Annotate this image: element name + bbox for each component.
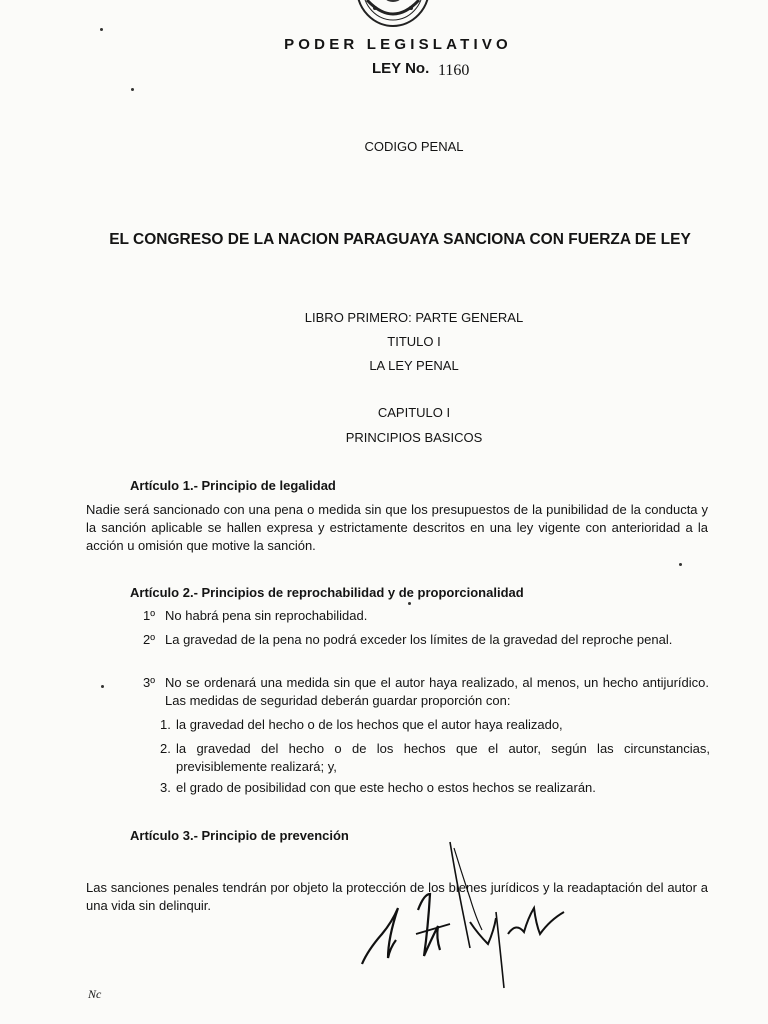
chapter-name: PRINCIPIOS BASICOS	[345, 430, 483, 445]
book-heading: LIBRO PRIMERO: PARTE GENERAL	[304, 310, 524, 325]
item-text: No se ordenará una medida sin que el autor haya realizado, al menos, un hecho antijurídico. Las medidas de seguridad deberán guardar proporción con:	[165, 675, 709, 708]
item-number: 1º	[143, 608, 155, 623]
article-3-text: Las sanciones penales tendrán por objeto la protección de los bienes jurídicos y la readaptación del autor a una vida sin delinquir.	[86, 880, 708, 913]
item-number: 2º	[143, 632, 155, 647]
decree-statement: EL CONGRESO DE LA NACION PARAGUAYA SANCIONA CON FUERZA DE LEY	[109, 231, 691, 248]
scan-speck	[408, 602, 411, 605]
handwritten-signature	[358, 838, 598, 998]
subitem-number: 1.	[160, 717, 171, 732]
institution-heading: PODER LEGISLATIVO	[284, 36, 512, 53]
item-number: 3º	[143, 675, 155, 690]
law-label: LEY No.	[372, 60, 430, 77]
code-title: CODIGO PENAL	[364, 139, 464, 154]
subitem-number: 3.	[160, 780, 171, 795]
footer-mark: Nc	[88, 987, 102, 1001]
title-name: LA LEY PENAL	[369, 358, 459, 373]
seal-emblem	[353, 0, 433, 28]
subitem-text: la gravedad del hecho o de los hechos que el autor, según las circunstancias, previsiblemente realizará; y,	[176, 741, 710, 774]
subitem-text: la gravedad del hecho o de los hechos que el autor haya realizado,	[176, 717, 563, 732]
article-1-heading: Artículo 1.- Principio de legalidad	[130, 478, 336, 493]
subitem-text: el grado de posibilidad con que este hecho o estos hechos se realizarán.	[176, 780, 596, 795]
scan-speck	[101, 685, 104, 688]
item-text: La gravedad de la pena no podrá exceder los límites de la gravedad del reproche penal.	[165, 632, 673, 647]
article-3-heading: Artículo 3.- Principio de prevención	[130, 828, 349, 843]
scan-speck	[131, 88, 134, 91]
article-2-heading: Artículo 2.- Principios de reprochabilidad y de proporcionalidad	[130, 585, 524, 600]
scan-speck	[679, 563, 682, 566]
item-text: No habrá pena sin reprochabilidad.	[165, 608, 368, 623]
article-1-text: Nadie será sancionado con una pena o medida sin que los presupuestos de la punibilidad de la conducta y la sanción aplicable se hallen expresa y estrictamente descritos en una ley vigente con anterioridad a la acción u omisión que motive la sanción.	[86, 502, 708, 553]
law-number: 1160	[438, 62, 470, 79]
scan-speck	[100, 28, 103, 31]
chapter-heading: CAPITULO I	[377, 405, 451, 420]
title-heading: TITULO I	[387, 334, 441, 349]
subitem-number: 2.	[160, 741, 171, 756]
